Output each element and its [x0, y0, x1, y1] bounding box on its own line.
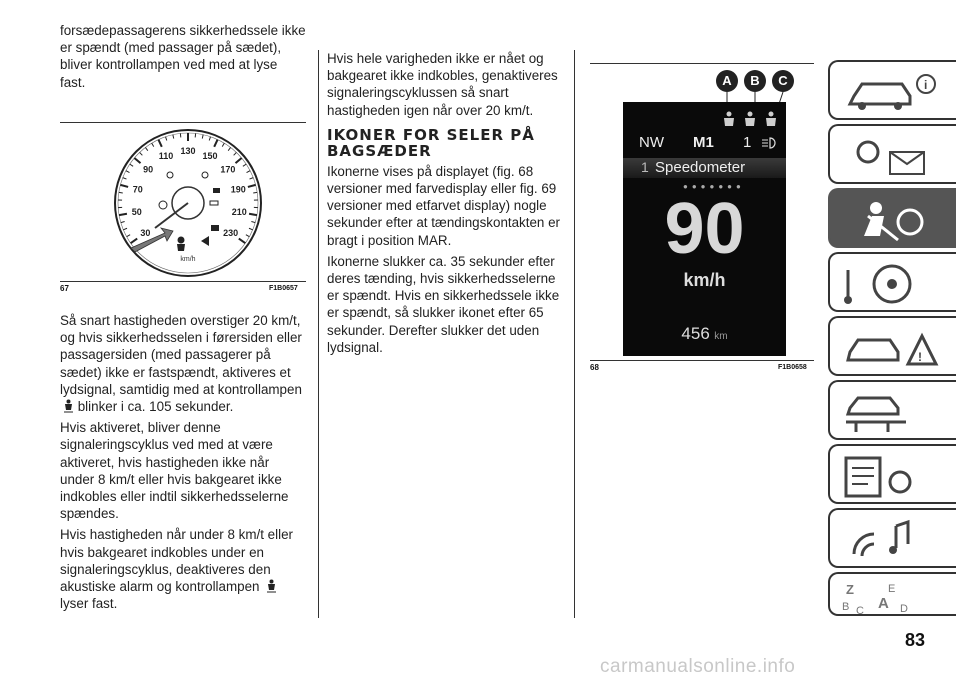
paragraph-text: Så snart hastigheden overstiger 20 km/t, og hvis sikkerhedsselen i førersiden eller passagersiden (med passagerer på sædet) ikke er fastspændt, aktiveres et lydsignal, samtidig med at kontrollampen	[60, 313, 302, 397]
column-rule	[318, 50, 319, 618]
tick-label: 130	[180, 146, 196, 156]
paragraph: forsædepassagerens sikkerhedssele ikke er spændt (med passager på sædet), bliver kontrollampen ved med at lyse fast.	[60, 23, 306, 90]
technical-data-icon	[838, 452, 948, 500]
page-dots: ●●●●●●●	[683, 182, 745, 191]
paragraph	[60, 526, 306, 612]
section-heading: IKONER FOR SELER PÅ BAGSÆDER	[327, 125, 535, 160]
divider	[590, 63, 814, 64]
svg-text:i: i	[924, 78, 928, 92]
minor-tick	[119, 192, 123, 193]
car-info-icon	[838, 68, 948, 116]
svg-text:B: B	[842, 601, 850, 613]
divider	[60, 122, 306, 123]
alphabetical-index-icon	[838, 580, 948, 616]
paragraph: Hvis aktiveret, bliver denne signaleringscyklus ved med at være aktiveret, hvis hastigheden ikke når under 8 km/t eller hvis bakgearet ikke indkobles eller indtil sikkerhedsselerne spændes.	[60, 420, 289, 522]
svg-text:C: C	[856, 605, 864, 616]
paragraph: Ikonerne vises på displayet (fig. 68 versioner med farvedisplay eller fig. 69 versioner med etfarvet display) nogle sekunder efter at tændingskontakten er bragt i position MAR.	[327, 163, 560, 248]
figure-code: F1B0657	[269, 285, 298, 292]
tick-label: 90	[143, 164, 154, 175]
column-rule	[574, 50, 575, 618]
gear-readout: 1	[743, 134, 752, 151]
tab-dashboard[interactable]	[828, 60, 956, 120]
tab-starting-driving[interactable]	[828, 252, 956, 312]
callout-b: B	[744, 70, 766, 92]
svg-text:Z: Z	[846, 582, 854, 597]
figure-number: 67	[60, 284, 69, 293]
compass-readout: NW	[639, 134, 664, 151]
steering-wheel-icon	[838, 260, 948, 308]
airbag-safety-icon	[838, 196, 948, 244]
rear-seatbelt-icons	[719, 110, 783, 128]
figure-67-speedometer	[113, 128, 263, 278]
speed-unit-label: km/h	[180, 256, 196, 263]
tick-label: 230	[223, 227, 239, 238]
tab-technical-data[interactable]	[828, 444, 956, 504]
tab-emergency[interactable]	[828, 316, 956, 376]
paragraph-text: Hvis hastigheden når under 8 km/t eller hvis bakgearet indkobles under en signaleringscyklus, deaktiveres den akustiske alarm og kontrollampen	[60, 527, 293, 595]
watermark: carmanualsonline.info	[600, 656, 796, 677]
svg-text:E: E	[888, 583, 896, 595]
mode-readout: M1	[693, 134, 714, 151]
divider	[590, 360, 814, 361]
paragraph-text: lyser fast.	[60, 596, 118, 612]
tick-label: 190	[230, 184, 246, 195]
divider	[60, 281, 306, 282]
callout-a: A	[716, 70, 738, 92]
tab-multimedia[interactable]	[828, 508, 956, 568]
minor-tick	[253, 192, 257, 193]
tick-label: 50	[131, 207, 142, 218]
figure-68-display	[590, 66, 814, 358]
odometer	[623, 324, 786, 344]
car-lift-icon	[838, 388, 948, 436]
column-1-body	[60, 312, 306, 616]
tick-label: 30	[140, 227, 151, 238]
svg-text:!: !	[918, 350, 922, 364]
callout-c: C	[772, 70, 794, 92]
tick-label: 210	[231, 207, 247, 218]
page-number: 83	[905, 630, 926, 650]
paragraph-text: blinker i ca. 105 sekunder.	[77, 399, 234, 415]
tab-maintenance[interactable]	[828, 380, 956, 440]
tick-label: 150	[202, 150, 218, 161]
svg-text:D: D	[900, 603, 908, 615]
warning-lights-icon	[838, 132, 948, 180]
paragraph	[60, 312, 306, 415]
speed-value: 90	[664, 189, 745, 269]
seatbelt-warning-icon	[63, 399, 74, 413]
paragraph: Hvis hele varigheden ikke er nået og bakgearet ikke indkobles, genaktiveres signaleringscyklussen så snart hastigheden igen når over 20 km/t.	[327, 51, 558, 118]
tick-label: 70	[132, 184, 143, 195]
seatbelt-warning-icon	[266, 579, 277, 593]
column-2	[327, 50, 563, 360]
seat-icon-label: 1	[641, 159, 649, 175]
emergency-icon	[838, 324, 948, 372]
tab-warnings[interactable]	[828, 124, 956, 184]
paragraph: Ikonerne slukker ca. 35 sekunder efter deres tænding, hvis sikkerhedsselerne er spændt. Hvis en sikkerhedssele ikke er spændt, så slukker ikonet efter 65 sekunder. Derefter slukker det uden lydsignal.	[327, 253, 560, 355]
headlight-icon	[760, 136, 778, 150]
menu-title: Speedometer	[655, 159, 746, 176]
tab-safety[interactable]	[828, 188, 956, 248]
speed-unit: km/h	[683, 270, 726, 290]
major-tick	[119, 214, 127, 215]
menu-bar	[623, 158, 786, 178]
figure-number: 68	[590, 363, 599, 372]
odometer-unit: km	[714, 331, 728, 342]
tick-label: 110	[158, 150, 174, 161]
figure-code: F1B0658	[778, 364, 807, 371]
odometer-value: 456	[681, 324, 710, 343]
tick-label: 170	[220, 164, 236, 175]
major-tick	[249, 214, 257, 215]
svg-text:A: A	[878, 595, 889, 612]
tab-index[interactable]	[828, 572, 956, 616]
column-1	[60, 0, 306, 95]
multimedia-icon	[838, 516, 948, 564]
display-screen	[623, 102, 786, 356]
